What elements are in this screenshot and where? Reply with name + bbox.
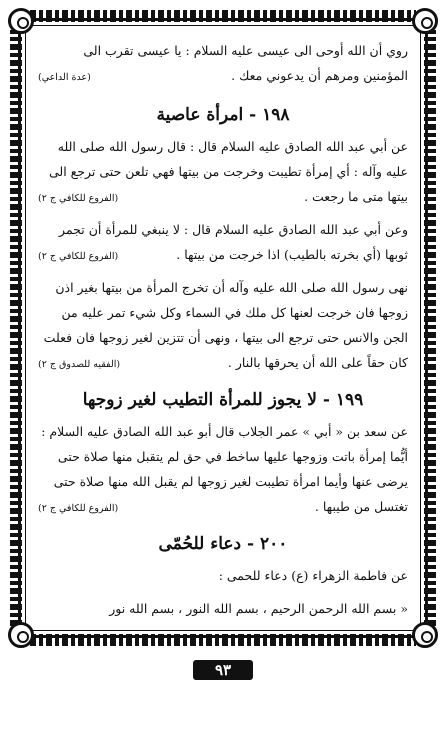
paragraph-text: نهى رسول الله صلى الله عليه وآله أن تخرج المرأة من بيتها بغير اذن زوجها فان خرجت لعنها كل ملك في السماء وكل شيء تمر عليه من الجن والانس حتى ترجع الى بيتها ، ونهى أن تتزين لغير زوجها فان فعلت كان حقاً على الله أن يحرقها بالنار . (43, 280, 408, 370)
corner-knot-top-right (412, 8, 438, 34)
paragraph-text: عن أبي عبد الله الصادق عليه السلام قال : قال رسول الله صلى الله عليه وآله : أي إمرأة تطيبت وخرجت من بيتها فهي تلعن حتى ترجع الى بيتها متى ما رجعت . (48, 139, 408, 204)
paragraph-198-3 (38, 275, 408, 375)
paragraph-199-1 (38, 419, 408, 519)
paragraph-isa (38, 38, 408, 88)
section-heading-199: ١٩٩ - لا يجوز للمرأة التطيب لغير زوجها (82, 390, 364, 410)
section-heading-198: ١٩٨ - امرأة عاصية (156, 105, 290, 125)
source-reference: (الفقيه للصدوق ج ٢) (38, 359, 121, 370)
paragraph-text: روي أن الله أوحى الى عيسى عليه السلام : يا عيسى تقرب الى المؤمنين ومرهم أن يدعوني معك . (83, 43, 408, 83)
corner-knot-bottom-right (412, 622, 438, 648)
page-number: ٩٣ (193, 660, 253, 680)
paragraph-198-2 (38, 217, 408, 267)
source-reference: (الفروع للكافي ج ٢) (38, 193, 119, 204)
source-reference: (عدة الداعي) (38, 72, 91, 83)
paragraph-text: وعن أبي عبد الله الصادق عليه السلام قال : لا ينبغي للمرأة أن تجمر ثوبها (أي بخرته بالطيب) اذا خرجت من بيتها . (59, 222, 408, 262)
source-reference: (الفروع للكافي ج ٢) (38, 503, 119, 514)
section-heading-200: ٢٠٠ - دعاء للحُمّى (158, 534, 288, 554)
page-number-area (0, 660, 446, 680)
source-reference: (الفروع للكافي ج ٢) (38, 251, 119, 262)
corner-knot-top-left (8, 8, 34, 34)
page-frame (8, 8, 438, 648)
paragraph-200-2: « بسم الله الرحمن الرحيم ، بسم الله النور ، بسم الله نور (109, 601, 408, 616)
corner-knot-bottom-left (8, 622, 34, 648)
paragraph-200-1: عن فاطمة الزهراء (ع) دعاء للحمى : (218, 568, 408, 583)
page-content (38, 38, 408, 624)
paragraph-198-1 (38, 134, 408, 209)
paragraph-text: عن سعد بن « أبي » عمر الجلاب قال أبو عبد الله الصادق عليه السلام : أيُّما إمرأة باتت وزوجها عليها ساخط في حق لم يتقبل منها صلاة حتى يرضى عنها وأيما امرأة تطيبت لغير زوجها لم يقبل الله منها صلاة حتى تغتسل من طيبها . (41, 424, 408, 514)
